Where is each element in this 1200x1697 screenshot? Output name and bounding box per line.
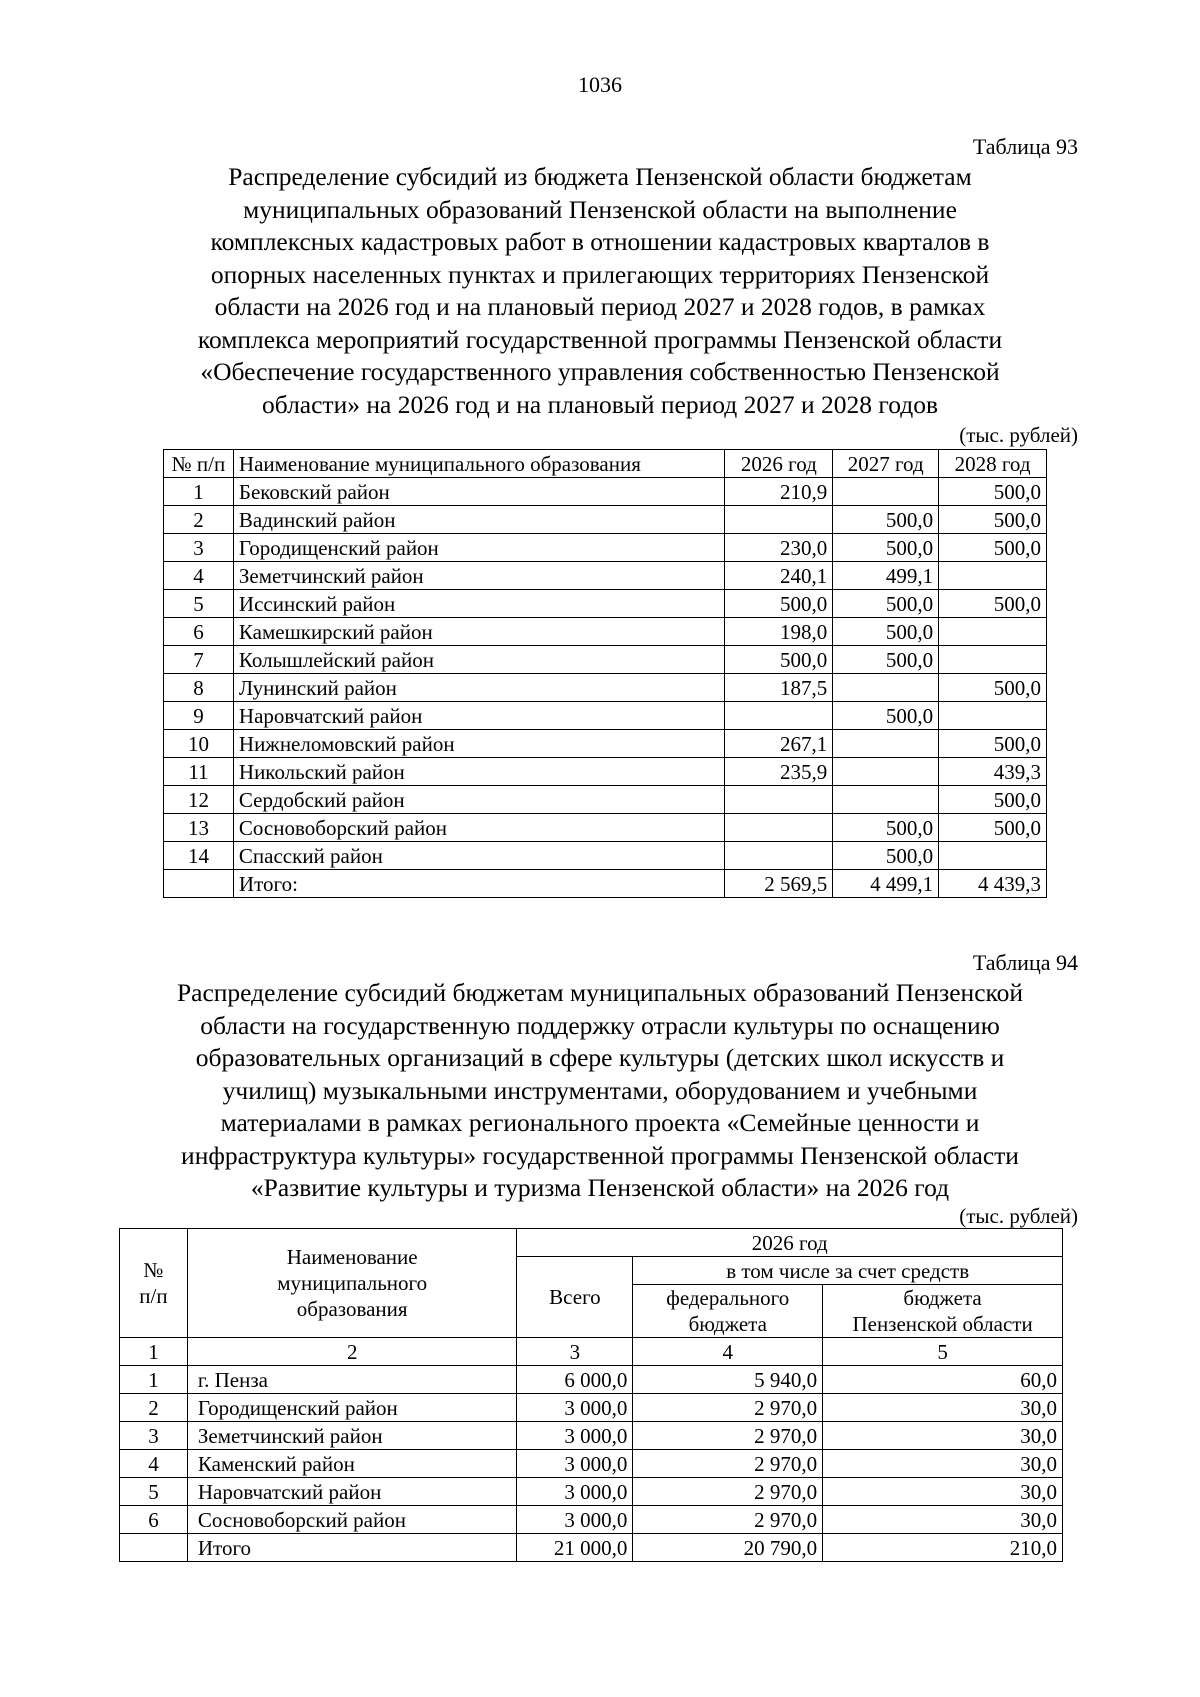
table-cell: 5 xyxy=(120,1478,188,1506)
table-cell: 20 790,0 xyxy=(633,1534,823,1562)
table-cell: 4 xyxy=(164,562,234,590)
header-text: Наименование xyxy=(286,1245,418,1269)
title-line: Распределение субсидий бюджетам муниципальных образований Пензенской xyxy=(176,978,1024,1007)
table-row xyxy=(120,1506,1063,1534)
table-cell: Спасский район xyxy=(233,842,724,870)
table-cell: Нижнеломовский район xyxy=(233,730,724,758)
table-row xyxy=(120,1366,1063,1394)
column-number: 5 xyxy=(823,1338,1063,1366)
table-cell: 2 970,0 xyxy=(633,1450,823,1478)
table-cell: 30,0 xyxy=(823,1394,1063,1422)
table-cell: 7 xyxy=(164,646,234,674)
table-93 xyxy=(163,449,1047,898)
header-regional xyxy=(823,1285,1063,1338)
table-cell: 6 xyxy=(164,618,234,646)
header-cell: 2026 год xyxy=(725,450,833,478)
table-cell xyxy=(939,618,1047,646)
table-cell: Сосновоборский район xyxy=(233,814,724,842)
header-text: п/п xyxy=(139,1284,168,1308)
table-row xyxy=(164,618,1047,646)
table-cell: 500,0 xyxy=(939,534,1047,562)
table-row xyxy=(164,562,1047,590)
table-cell xyxy=(833,478,939,506)
table-row xyxy=(120,1422,1063,1450)
table-cell xyxy=(164,870,234,898)
table-cell: 500,0 xyxy=(939,590,1047,618)
table-row xyxy=(120,1478,1063,1506)
table-cell: Никольский район xyxy=(233,758,724,786)
table-cell: 2 970,0 xyxy=(633,1422,823,1450)
header-federal xyxy=(633,1285,823,1338)
title-line: «Обеспечение государственного управления собственностью Пензенской xyxy=(200,357,1000,386)
header-text: муниципального xyxy=(277,1271,428,1295)
table-cell: 2 970,0 xyxy=(633,1478,823,1506)
table-row xyxy=(164,478,1047,506)
table-cell: Колышлейский район xyxy=(233,646,724,674)
table-cell: 2 970,0 xyxy=(633,1506,823,1534)
table-cell: 13 xyxy=(164,814,234,842)
table-93-label: Таблица 93 xyxy=(972,134,1078,159)
table-cell: Городищенский район xyxy=(233,534,724,562)
table-cell: 500,0 xyxy=(725,646,833,674)
table-cell xyxy=(120,1534,188,1562)
table-cell: 500,0 xyxy=(833,506,939,534)
table-93-title xyxy=(120,161,1080,421)
table-row xyxy=(164,674,1047,702)
table-row xyxy=(164,730,1047,758)
table-cell: 3 xyxy=(164,534,234,562)
table-cell: Городищенский район xyxy=(187,1394,517,1422)
table-cell: 5 940,0 xyxy=(633,1366,823,1394)
title-line: муниципальных образований Пензенской области на выполнение xyxy=(243,194,957,224)
table-cell: 4 499,1 xyxy=(833,870,939,898)
table-94-title xyxy=(120,977,1080,1205)
table-cell: 198,0 xyxy=(725,618,833,646)
table-cell: 500,0 xyxy=(939,814,1047,842)
table-cell: 500,0 xyxy=(939,506,1047,534)
table-cell: Вадинский район xyxy=(233,506,724,534)
table-cell: 3 000,0 xyxy=(517,1478,633,1506)
table-cell: 500,0 xyxy=(833,618,939,646)
table-cell: 6 xyxy=(120,1506,188,1534)
table-cell: Итого xyxy=(187,1534,517,1562)
header-year: 2026 год xyxy=(517,1229,1063,1257)
title-line: области на 2026 год и на плановый период 2027 и 2028 годов, в рамках xyxy=(214,292,986,321)
header-text: образования xyxy=(296,1297,408,1321)
page-number: 1036 xyxy=(578,72,622,97)
table-row xyxy=(164,814,1047,842)
table-cell: Камешкирский район xyxy=(233,618,724,646)
header-num xyxy=(120,1229,188,1338)
table-cell xyxy=(939,842,1047,870)
table-cell: Наровчатский район xyxy=(233,702,724,730)
table-cell: 500,0 xyxy=(833,702,939,730)
header-cell: Наименование муниципального образования xyxy=(233,450,724,478)
table-cell xyxy=(725,702,833,730)
header-text: федерального xyxy=(666,1286,790,1310)
table-cell: 3 000,0 xyxy=(517,1506,633,1534)
table-cell: 10 xyxy=(164,730,234,758)
table-cell: 500,0 xyxy=(939,730,1047,758)
table-cell: 12 xyxy=(164,786,234,814)
table-cell: Земетчинский район xyxy=(233,562,724,590)
table-cell xyxy=(833,786,939,814)
title-line: материалами в рамках регионального проекта «Семейные ценности и xyxy=(220,1108,980,1137)
table-row xyxy=(164,506,1047,534)
table-94 xyxy=(119,1228,1063,1562)
table-cell: 230,0 xyxy=(725,534,833,562)
table-cell xyxy=(833,730,939,758)
table-cell: 500,0 xyxy=(939,786,1047,814)
table-cell: 500,0 xyxy=(833,646,939,674)
header-name xyxy=(187,1229,517,1338)
title-line: комплекса мероприятий государственной программы Пензенской области xyxy=(197,324,1003,354)
table-row xyxy=(120,1394,1063,1422)
column-number: 4 xyxy=(633,1338,823,1366)
header-text: № xyxy=(143,1258,164,1282)
column-number: 2 xyxy=(187,1338,517,1366)
table-cell: 439,3 xyxy=(939,758,1047,786)
table-cell: Сердобский район xyxy=(233,786,724,814)
column-number: 1 xyxy=(120,1338,188,1366)
table-cell: Бековский район xyxy=(233,478,724,506)
table-cell xyxy=(725,842,833,870)
table-cell: 500,0 xyxy=(725,590,833,618)
title-line: инфраструктура культуры» государственной программы Пензенской области xyxy=(181,1140,1019,1170)
table-cell: Каменский район xyxy=(187,1450,517,1478)
header-text: бюджета xyxy=(688,1312,767,1336)
table-cell: 500,0 xyxy=(833,842,939,870)
table-cell xyxy=(939,562,1047,590)
header-cell: № п/п xyxy=(164,450,234,478)
table-cell xyxy=(725,506,833,534)
title-line: училищ) музыкальными инструментами, оборудованием и учебными xyxy=(222,1075,978,1105)
table-cell xyxy=(939,702,1047,730)
table-cell xyxy=(725,786,833,814)
table-row xyxy=(164,758,1047,786)
table-93-units: (тыс. рублей) xyxy=(959,423,1078,447)
table-cell: 235,9 xyxy=(725,758,833,786)
table-94-label: Таблица 94 xyxy=(972,950,1078,975)
table-94-units: (тыс. рублей) xyxy=(959,1204,1078,1228)
table-cell: 6 000,0 xyxy=(517,1366,633,1394)
table-cell: 30,0 xyxy=(823,1450,1063,1478)
header-including: в том числе за счет средств xyxy=(633,1257,1063,1285)
table-row xyxy=(164,534,1047,562)
table-row xyxy=(164,786,1047,814)
table-cell: 2 xyxy=(120,1394,188,1422)
table-cell: 1 xyxy=(120,1366,188,1394)
header-total: Всего xyxy=(517,1257,633,1338)
table-cell: 187,5 xyxy=(725,674,833,702)
table-cell: 5 xyxy=(164,590,234,618)
table-cell: Итого: xyxy=(233,870,724,898)
table-header-row xyxy=(164,450,1047,478)
table-cell: 3 xyxy=(120,1422,188,1450)
table-cell: 3 000,0 xyxy=(517,1450,633,1478)
table-cell: г. Пенза xyxy=(187,1366,517,1394)
table-cell: 4 xyxy=(120,1450,188,1478)
table-cell: 210,0 xyxy=(823,1534,1063,1562)
table-cell xyxy=(833,674,939,702)
title-line: области» на 2026 год и на плановый период 2027 и 2028 годов xyxy=(261,389,938,419)
title-line: «Развитие культуры и туризма Пензенской области» на 2026 год xyxy=(250,1173,950,1202)
title-line: комплексных кадастровых работ в отношении кадастровых кварталов в xyxy=(210,227,990,256)
title-line: образовательных организаций в сфере культуры (детских школ искусств и xyxy=(195,1043,1005,1072)
table-cell: 8 xyxy=(164,674,234,702)
table-total-row xyxy=(120,1534,1063,1562)
table-cell: 500,0 xyxy=(833,814,939,842)
column-number-row xyxy=(120,1338,1063,1366)
table-cell: 4 439,3 xyxy=(939,870,1047,898)
table-cell: 60,0 xyxy=(823,1366,1063,1394)
table-total-row xyxy=(164,870,1047,898)
header-text: Пензенской области xyxy=(852,1312,1033,1336)
table-cell: 3 000,0 xyxy=(517,1422,633,1450)
table-cell: 2 569,5 xyxy=(725,870,833,898)
table-cell: 30,0 xyxy=(823,1478,1063,1506)
table-cell: 500,0 xyxy=(939,478,1047,506)
table-cell: 500,0 xyxy=(833,590,939,618)
table-header-row xyxy=(120,1229,1063,1257)
table-cell: 3 000,0 xyxy=(517,1394,633,1422)
table-cell: 499,1 xyxy=(833,562,939,590)
table-cell: 500,0 xyxy=(939,674,1047,702)
table-cell: 30,0 xyxy=(823,1506,1063,1534)
table-cell: Лунинский район xyxy=(233,674,724,702)
header-cell: 2028 год xyxy=(939,450,1047,478)
table-cell: 210,9 xyxy=(725,478,833,506)
table-row xyxy=(164,646,1047,674)
title-line: Распределение субсидий из бюджета Пензенской области бюджетам xyxy=(228,162,972,191)
header-text: бюджета xyxy=(903,1286,982,1310)
table-cell: 240,1 xyxy=(725,562,833,590)
table-cell: 14 xyxy=(164,842,234,870)
table-cell xyxy=(939,646,1047,674)
table-cell: 267,1 xyxy=(725,730,833,758)
table-cell: Сосновоборский район xyxy=(187,1506,517,1534)
table-cell: 21 000,0 xyxy=(517,1534,633,1562)
table-cell: 1 xyxy=(164,478,234,506)
table-cell: 500,0 xyxy=(833,534,939,562)
table-cell: 30,0 xyxy=(823,1422,1063,1450)
title-line: опорных населенных пунктах и прилегающих территориях Пензенской xyxy=(210,259,990,289)
table-cell: Земетчинский район xyxy=(187,1422,517,1450)
table-row xyxy=(120,1450,1063,1478)
table-cell: 2 970,0 xyxy=(633,1394,823,1422)
table-cell xyxy=(725,814,833,842)
title-line: области на государственную поддержку отрасли культуры по оснащению xyxy=(200,1010,1000,1040)
table-cell: 9 xyxy=(164,702,234,730)
table-row xyxy=(164,842,1047,870)
header-cell: 2027 год xyxy=(833,450,939,478)
table-cell: 11 xyxy=(164,758,234,786)
column-number: 3 xyxy=(517,1338,633,1366)
table-row xyxy=(164,702,1047,730)
table-row xyxy=(164,590,1047,618)
table-cell: Иссинский район xyxy=(233,590,724,618)
table-cell: Наровчатский район xyxy=(187,1478,517,1506)
table-cell xyxy=(833,758,939,786)
table-cell: 2 xyxy=(164,506,234,534)
